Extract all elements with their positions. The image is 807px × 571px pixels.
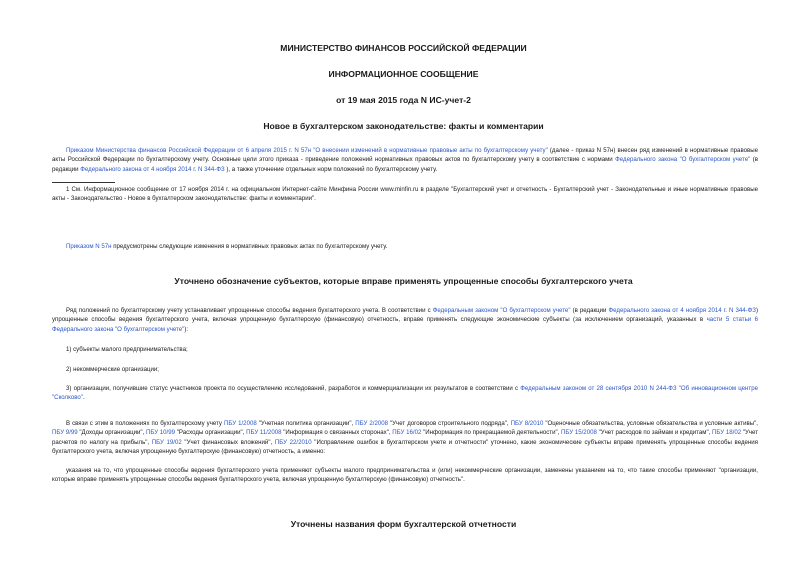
paragraph-text: 3) организации, получившие статус участников проекта по осуществлению исследований, разработок и коммерциализации их результатов в соответствии с xyxy=(66,385,521,392)
link-federal-law-344[interactable]: Федерального закона от 4 ноября 2014 г. N 344-ФЗ xyxy=(80,165,225,173)
link-pbu-22-2010[interactable]: ПБУ 22/2010 xyxy=(274,438,312,446)
link-pbu-2-2008[interactable]: ПБУ 2/2008 xyxy=(355,420,388,427)
page-title: Новое в бухгалтерском законодательстве: факты и комментарии xyxy=(263,121,544,131)
link-federal-law-344-2[interactable]: Федерального закона от 4 ноября 2014 г. N 344-ФЗ xyxy=(608,307,756,314)
link-order-57n-short[interactable]: Приказом N 57н xyxy=(66,243,112,250)
link-order-57n[interactable]: Приказом Министерства финансов Российской Федерации от 6 апреля 2015 г. N 57н "О внесении изменений в нормативные правовые акты по бухгалтерскому учету" xyxy=(66,147,548,154)
link-pbu-16-02[interactable]: ПБУ 16/02 xyxy=(392,429,422,437)
paragraph-text: В связи с этим в положениях по бухгалтерскому учету xyxy=(66,420,224,427)
paragraph-intro xyxy=(52,146,758,174)
doc-type-heading: ИНФОРМАЦИОННОЕ СООБЩЕНИЕ xyxy=(328,69,479,79)
paragraph-replacement: указания на то, что упрощенные способы ведения бухгалтерского учета применяют субъекты малого предпринимательства и (или) некоммерческие организации, заменены указанием на то, что такие способы применяют "организации, которые вправе применять упрощенные способы ведения бухгалтерского учета, включая упрощенную бухгалтерскую (финансовую) отчетность". xyxy=(52,467,758,484)
paragraph-text: "Доходы организации", xyxy=(77,429,146,437)
paragraph-text: ), а также уточнение отдельных норм положений по бухгалтерскому учету. xyxy=(224,165,438,173)
list-item-nonprofit: 2) некоммерческие организации; xyxy=(66,366,159,373)
paragraph-text: "Учетная политика организации", xyxy=(256,420,356,427)
doc-date-number: от 19 мая 2015 года N ИС-учет-2 xyxy=(336,95,471,105)
ministry-heading: МИНИСТЕРСТВО ФИНАНСОВ РОССИЙСКОЙ ФЕДЕРАЦИИ xyxy=(280,43,527,53)
section-title-forms: Уточнены названия форм бухгалтерской отчетности xyxy=(290,519,517,529)
footnote: 1 См. Информационное сообщение от 17 ноября 2014 г. на официальном Интернет-сайте Минфина России www.minfin.ru в разделе "Бухгалтерский учет и отчетность - Бухгалтерский учет - Законодательные и иные нормативные правовые акты - Законодательство - Новое в бухгалтерском законодательстве: факты и комментарии". xyxy=(52,186,758,203)
link-pbu-9-99[interactable]: ПБУ 9/99 xyxy=(52,429,78,437)
link-federal-law[interactable]: Федерального закона "О бухгалтерском учете" xyxy=(615,156,751,164)
paragraph-skolkovo xyxy=(52,384,758,403)
paragraph-pbu-list xyxy=(52,419,758,456)
paragraph-text: Ряд положений по бухгалтерскому учету устанавливает упрощенные способы ведения бухгалтерского учета. В соответствии с xyxy=(66,307,433,314)
link-part5-article6[interactable]: части 5 статьи 6 Федерального закона "О бухгалтерском учете" xyxy=(52,316,758,333)
link-federal-law-accounting[interactable]: Федеральным законом "О бухгалтерском учете" xyxy=(432,307,571,314)
paragraph-text: (в редакции xyxy=(570,307,609,314)
paragraph-text: . xyxy=(82,394,85,402)
paragraph-text: "Исправление ошибок в бухгалтерском учете и отчетности" уточнено, какие экономические субъекты вправе применять упрощенные способы ведения бухгалтерского учета, включая упрощенную бухгалтерскую (финансовую) отчетность, а именно: xyxy=(52,438,758,455)
paragraph-text: (далее - приказ N 57н) внесен ряд изменений в нормативные правовые акты Российской Федерации по бухгалтерскому учету. Основные цели этого приказа - приведение положений нормативных правовых актов по бухгалтерскому учету в соответствие с нормами xyxy=(52,147,759,164)
paragraph-text: предусмотрены следующие изменения в нормативных правовых актах по бухгалтерскому учету. xyxy=(111,243,388,250)
paragraph-text: "Учет расходов по займам и кредитам", xyxy=(596,429,713,437)
footnote-divider xyxy=(52,182,115,183)
list-item-small-business: 1) субъекты малого предпринимательства; xyxy=(66,346,188,353)
paragraph-text: "Учет договоров строительного подряда", xyxy=(388,420,511,427)
link-pbu-18-02[interactable]: ПБУ 18/02 xyxy=(712,429,742,437)
paragraph-text: "Оценочные обязательства, условные обязательства и условные активы", xyxy=(543,420,758,427)
link-pbu-10-99[interactable]: ПБУ 10/99 xyxy=(145,429,176,437)
link-pbu-19-02[interactable]: ПБУ 19/02 xyxy=(151,438,182,446)
link-law-skolkovo[interactable]: Федеральным законом от 28 сентября 2010 N 244-ФЗ "Об инновационном центре "Сколково" xyxy=(52,385,758,402)
paragraph-text: "Информация о связанных сторонах", xyxy=(281,429,393,437)
paragraph-text: ): xyxy=(184,325,189,333)
link-pbu-15-2008[interactable]: ПБУ 15/2008 xyxy=(561,429,597,437)
link-pbu-1-2008[interactable]: ПБУ 1/2008 xyxy=(223,420,257,427)
paragraph-changes xyxy=(52,242,758,251)
paragraph-text: ) упрощенные способы ведения бухгалтерского учета, включая упрощенную бухгалтерскую (финансовую) отчетность, вправе применять следующие экономические субъекты (за исключением организаций, указанных в xyxy=(52,307,758,324)
link-pbu-8-2010[interactable]: ПБУ 8/2010 xyxy=(510,420,544,427)
paragraph-text: "Учет расчетов по налогу на прибыль", xyxy=(52,429,758,446)
paragraph-text: "Учет финансовых вложений", xyxy=(181,438,275,446)
paragraph-simplified-methods xyxy=(52,306,758,334)
paragraph-text: (в редакции xyxy=(52,156,758,173)
link-pbu-11-2008[interactable]: ПБУ 11/2008 xyxy=(246,429,282,437)
paragraph-text: "Расходы организации", xyxy=(175,429,247,437)
paragraph-text: "Информация по прекращаемой деятельности", xyxy=(421,429,562,437)
section-title-subjects: Уточнено обозначение субъектов, которые вправе применять упрощенные способы бухгалтерского учета xyxy=(174,276,633,286)
